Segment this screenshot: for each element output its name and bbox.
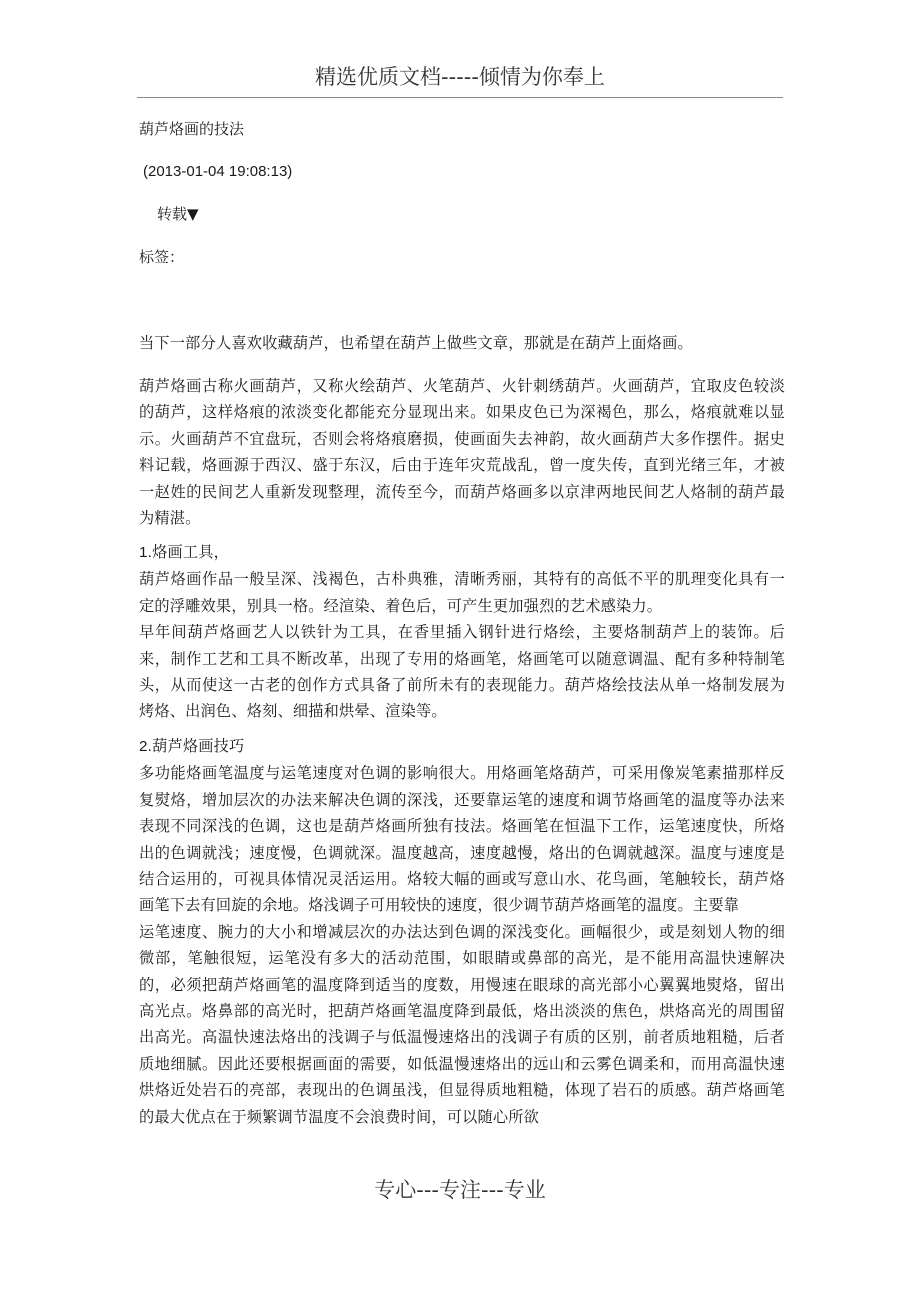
- repost-dropdown[interactable]: 转载▼: [157, 205, 199, 223]
- section-paragraph: 葫芦烙画作品一般呈深、浅褐色，古朴典雅，清晰秀丽，其特有的高低不平的肌理变化具有一定的浮雕效果，别具一格。经渲染、着色后，可产生更加强烈的艺术感染力。: [139, 570, 785, 615]
- section-techniques: [139, 734, 785, 1130]
- history-text: 葫芦烙画古称火画葫芦，又称火绘葫芦、火笔葫芦、火针刺绣葫芦。火画葫芦，宜取皮色较淡的葫芦，这样烙痕的浓淡变化都能充分显现出来。如果皮色已为深褐色，那么，烙痕就难以显示。火画葫芦不宜盘玩，否则会将烙痕磨损，使画面失去神韵，故火画葫芦大多作摆件。据史料记载，烙画源于西汉、盛于东汉，后由于连年灾荒战乱，曾一度失传，直到光绪三年，才被一赵姓的民间艺人重新发现整理，流传至今，而葫芦烙画多以京津两地民间艺人烙制的葫芦最为精湛。: [139, 377, 785, 528]
- article-datetime: (2013-01-04 19:08:13): [143, 163, 293, 180]
- history-paragraph: [139, 373, 785, 531]
- section-tools: [139, 540, 785, 725]
- article-title: 葫芦烙画的技法: [139, 120, 245, 138]
- tags-label: 标签：: [139, 248, 185, 266]
- page-footer-banner: 专心---专注---专业: [374, 1178, 546, 1202]
- section-heading: 1.烙画工具，: [139, 544, 230, 561]
- section-paragraph: 运笔速度、腕力的大小和增减层次的办法达到色调的深浅变化。画幅很少，或是刻划人物的细微部，笔触很短，运笔没有多大的活动范围，如眼睛或鼻部的高光，是不能用高温快速解决的，必须把葫芦烙画笔的温度降到适当的度数，用慢速在眼球的高光部小心翼翼地熨烙，留出高光点。烙鼻部的高光时，把葫芦烙画笔温度降到最低，烙出淡淡的焦色，烘烙高光的周围留出高光。高温快速法烙出的浅调子与低温慢速烙出的浅调子有质的区别，前者质地粗糙，后者质地细腻。因此还要根据画面的需要，如低温慢速烙出的远山和云雾色调柔和，而用高温快速烘烙近处岩石的亮部，表现出的色调虽浅，但显得质地粗糙，体现了岩石的质感。葫芦烙画笔的最大优点在于频繁调节温度不会浪费时间，可以随心所欲: [139, 922, 785, 1126]
- intro-text: 当下一部分人喜欢收藏葫芦，也希望在葫芦上做些文章，那就是在葫芦上面烙画。: [139, 334, 693, 352]
- section-heading: 2.葫芦烙画技巧: [139, 738, 245, 755]
- header-divider: [137, 97, 783, 98]
- section-paragraph: 多功能烙画笔温度与运笔速度对色调的影响很大。用烙画笔烙葫芦，可采用像炭笔素描那样反复熨烙，增加层次的办法来解决色调的深浅，还要靠运笔的速度和调节烙画笔的温度等办法来表现不同深浅的色调，这也是葫芦烙画所独有技法。烙画笔在恒温下工作，运笔速度快，所烙出的色调就浅；速度慢，色调就深。温度越高，速度越慢，烙出的色调就越深。温度与速度是结合运用的，可视具体情况灵活运用。烙较大幅的画或写意山水、花鸟画，笔触较长，葫芦烙画笔下去有回旋的余地。烙浅调子可用较快的速度，很少调节葫芦烙画笔的温度。主要靠: [139, 764, 785, 915]
- section-paragraph: 早年间葫芦烙画艺人以铁针为工具，在香里插入钢针进行烙绘，主要烙制葫芦上的装饰。后来，制作工艺和工具不断改革，出现了专用的烙画笔，烙画笔可以随意调温、配有多种特制笔头，从而使这一古老的创作方式具备了前所未有的表现能力。葫芦烙绘技法从单一烙制发展为烤烙、出润色、烙刻、细描和烘晕、渲染等。: [139, 623, 785, 721]
- intro-paragraph: [139, 332, 785, 354]
- page-header-banner: 精选优质文档-----倾情为你奉上: [315, 65, 605, 89]
